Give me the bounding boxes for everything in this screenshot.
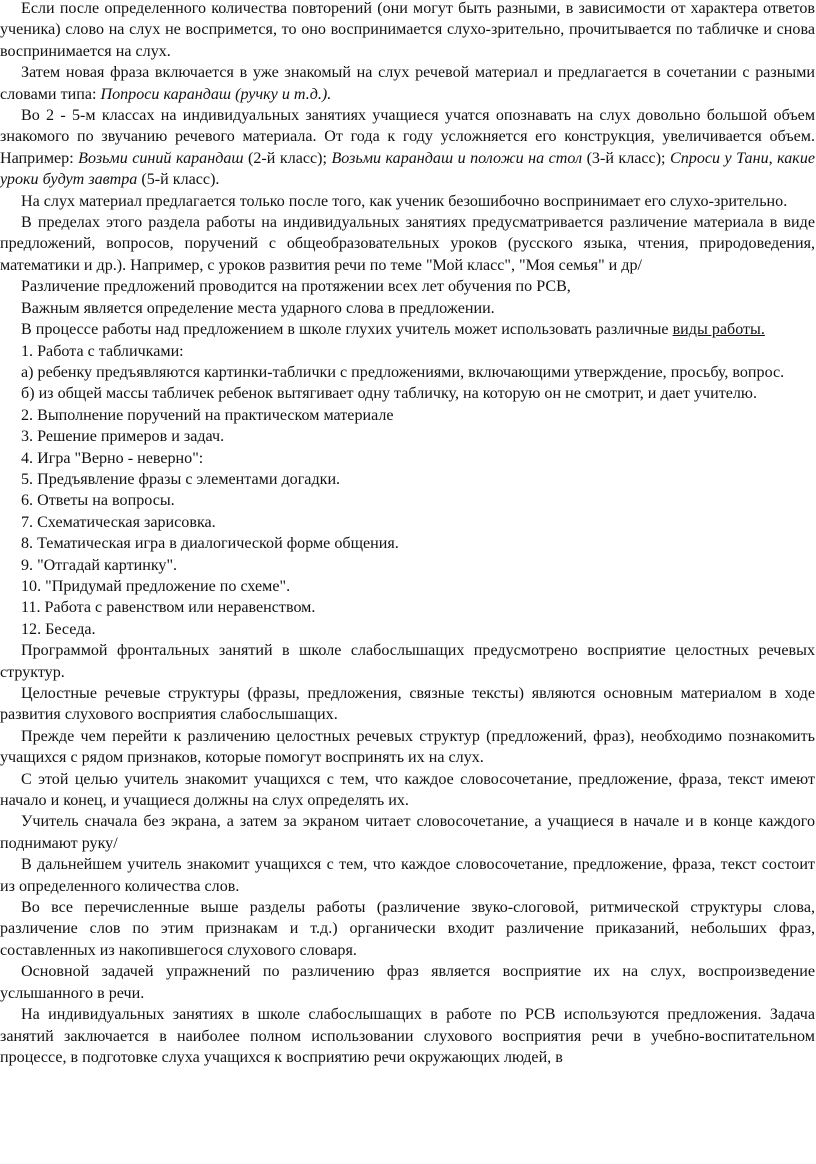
paragraph-start-end: С этой целью учитель знакомит учащихся с тем, что каждое словосочетание, предложение, фраза, текст имеют начало и конец, и учащиеся должны на слух определять их.: [0, 770, 815, 810]
underlined-term: виды работы.: [672, 321, 765, 339]
list-subitem-b: б) из общей массы табличек ребенок вытягивает одну табличку, на которую он не смотрит, и дает учителю.: [21, 385, 757, 403]
paragraph-individual-lessons: На индивидуальных занятиях в школе слабослышащих в работе по РСВ используются предложения. Задача занятий заключается в наиболее полном использовании слухового восприятия речи в учебно-воспитательном процессе, в подготовке слуха учащихся к восприятию речи окружающих людей, в: [0, 1006, 815, 1066]
paragraph-section-scope: В пределах этого раздела работы на индивидуальных занятиях предусматривается различение материала в виде предложений, вопросов, поручений с общеобразовательных уроков (русского языка, чтения, природоведения, математики и др.). Например, с уроков развития речи по теме "Мой класс", "Моя семья" и др/: [0, 214, 815, 274]
list-item-8: 8. Тематическая игра в диалогической форме общения.: [21, 535, 399, 553]
paragraph-word-count: В дальнейшем учитель знакомит учащихся с тем, что каждое словосочетание, предложение, фраза, текст состоит из определенного количества слов.: [0, 856, 815, 895]
list-item-7: 7. Схематическая зарисовка.: [21, 513, 216, 531]
list-item-11: 11. Работа с равенством или неравенством.: [21, 599, 316, 617]
paragraph-screen-reading: Учитель сначала без экрана, а затем за экраном читает словосочетание, а учащиеся в начале и в конце каждого поднимают руку/: [0, 813, 815, 852]
list-item-4: 4. Игра "Верно - неверно":: [21, 449, 204, 467]
paragraph-all-sections: Во все перечисленные выше разделы работы (различение звуко-слоговой, ритмической структуры слова, различение слов по этим признакам и т.д.) органически входит различение приказаний, небольших фраз, составленных из накопившегося слухового словаря.: [0, 899, 815, 959]
list-item-2: 2. Выполнение поручений на практическом материале: [21, 406, 394, 424]
list-item-9: 9. "Отгадай картинку".: [21, 556, 178, 574]
example-phrase: Возьми синий карандаш: [78, 149, 244, 167]
paragraph-new-phrase: Затем новая фраза включается в уже знакомый на слух речевой материал и предлагается в сочетании с разными словами типа: Попроси карандаш (ручку и т.д.).: [0, 64, 815, 103]
paragraph-speech-structures: Целостные речевые структуры (фразы, предложения, связные тексты) являются основным материалом в ходе развития слухового восприятия слабослышащих.: [0, 685, 815, 724]
paragraph-sentence-discrimination: Различение предложений проводится на протяжении всех лет обучения по РСВ,: [21, 278, 571, 296]
paragraph-frontal-program: Программой фронтальных занятий в школе слабослышащих предусмотрено восприятие целостных речевых структур.: [0, 642, 815, 681]
paragraph-by-ear: На слух материал предлагается только после того, как ученик безошибочно воспринимает его слухо-зрительно.: [21, 192, 788, 210]
paragraph-main-task: Основной задачей упражнений по различению фраз является восприятие их на слух, воспроизведение услышанного в речи.: [0, 963, 815, 1002]
paragraph-before-discrimination: Прежде чем перейти к различению целостных речевых структур (предложений, фраз), необходимо познакомить учащихся с рядом признаков, которые помогут воспринять их на слух.: [0, 727, 815, 767]
paragraph-grades-2-5: Во 2 - 5-м классах на индивидуальных занятиях учащиеся учатся опознавать на слух довольно большой объем знакомого по звучанию речевого материала. От года к году усложняется его конструкция, увеличивается объем. Например: Возьми синий карандаш (2-й класс); Возьми карандаш и положи на стол (3-й класс); Спроси у Тани, какие уроки будут завтра (5-й класс).: [0, 107, 816, 189]
example-phrase: Возьми карандаш и положи на стол: [331, 149, 583, 167]
list-item-12: 12. Беседа.: [21, 620, 96, 638]
paragraph-stressed-word: Важным является определение места ударного слова в предложении.: [21, 299, 495, 317]
list-item-6: 6. Ответы на вопросы.: [21, 492, 175, 510]
list-subitem-a: а) ребенку предъявляются картинки-таблички с предложениями, включающими утверждение, просьбу, вопрос.: [21, 363, 785, 381]
example-phrase: Спроси у Тани, какие уроки будут завтра: [0, 149, 816, 189]
list-item-3: 3. Решение примеров и задач.: [21, 428, 225, 446]
example-phrase: Попроси карандаш (ручку и т.д.).: [100, 85, 332, 103]
paragraph-work-types: В процессе работы над предложением в школе глухих учитель может использовать различные виды работы.: [21, 321, 765, 339]
list-item-10: 10. "Придумай предложение по схеме".: [21, 577, 291, 595]
paragraph-repetition: Если после определенного количества повторений (они могут быть разными, в зависимости от характера ответов ученика) слово на слух не воспримется, то оно воспринимается слухо-зрительно, прочитывается по табличке и снова воспринимается на слух.: [0, 0, 815, 60]
list-item-5: 5. Предъявление фразы с элементами догадки.: [21, 470, 341, 488]
list-item-1: 1. Работа с табличками:: [21, 342, 184, 360]
